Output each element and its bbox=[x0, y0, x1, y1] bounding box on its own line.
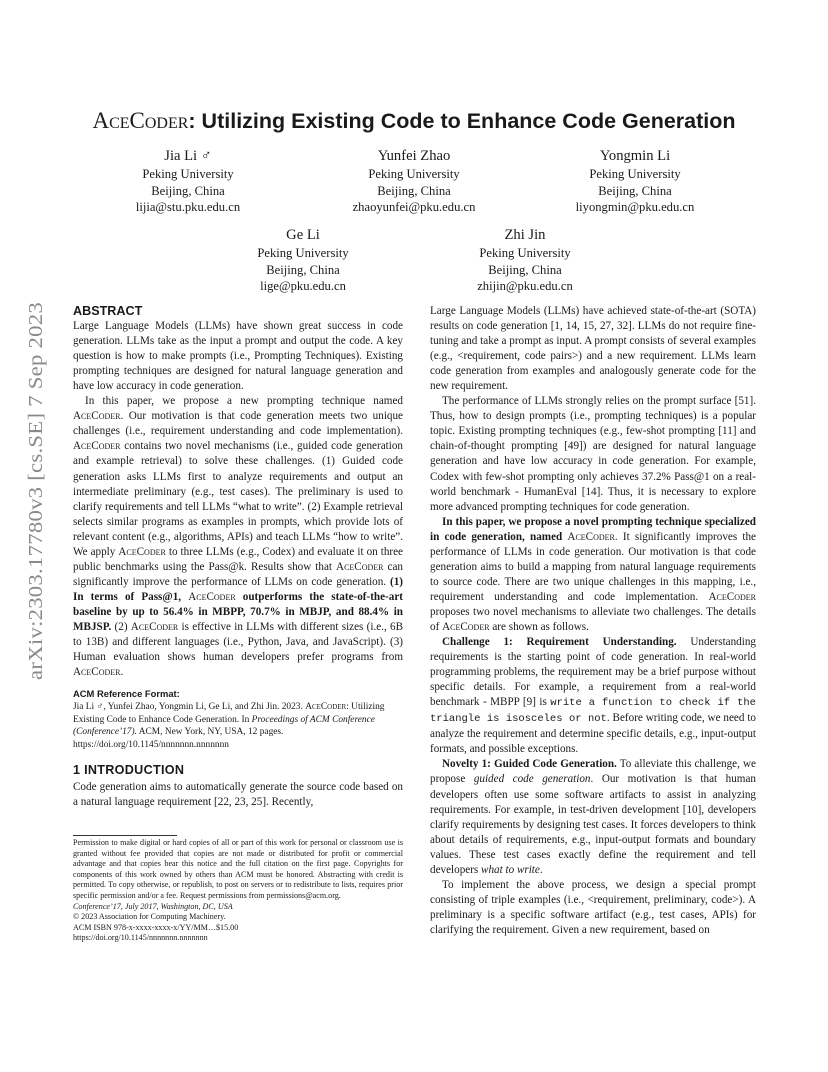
author-location: Beijing, China bbox=[151, 183, 225, 198]
footnote-license: Permission to make digital or hard copies of all or part of this work for personal or classroom use is granted without fee provided that copies are not made or distributed for profit or commercial advantage and that copies bear this notice and the full citation on the first page. Copyrights for components of this work owned by others than ACM must be honored. Abstracting with credit is permitted. To copy otherwise, or republish, to post on servers or to redistribute to lists, requires prior specific permission and/or a fee. Request permissions from permissions@acm.org. bbox=[73, 838, 403, 900]
body-paragraph: In this paper, we propose a novel prompting technique specialized in code generation, named AceCoder. It significantly improves the performance of LLMs in code generation. Our motivation is that code generation aims to build a mapping from natural language requirements to source code. There are two unique challenges in this mapping, i.e., requirement understanding and code implementation. AceCoder proposes two novel mechanisms to alleviate two challenges. The details of AceCoder are shown as follows. bbox=[430, 515, 756, 633]
abstract-paragraph: In this paper, we propose a new prompting technique named AceCoder. Our motivation is that code generation meets two unique challenges (i.e., requirement understanding and code implementation). AceCoder contains two novel mechanisms (i.e., guided code generation and example retrieval) to solve these challenges. (1) Guided code generation asks LLMs first to analyze requirements and output an intermediate preliminary (e.g., test cases). The preliminary is used to clarify requirements and tell LLMs “what to write”. (2) Example retrieval selects similar programs as examples in prompts, which provide lots of relevant content (e.g., algorithms, APIs) and teach LLMs “how to write”. We apply AceCoder to three LLMs (e.g., Codex) and evaluate it on three public benchmarks using the Pass@k. Results show that AceCoder can significantly improve the performance of LLMs on code generation. (1) In terms of Pass@1, AceCoder outperforms the state-of-the-art baseline by up to 56.4% in MBPP, 70.7% in MBJP, and 88.4% in MBJSP. (2) AceCoder is effective in LLMs with different sizes (i.e., 6B to 13B) and different languages (i.e., Python, Java, and JavaScript). (3) Human evaluation shows human developers prefer programs from AceCoder. bbox=[73, 395, 404, 679]
paper-title bbox=[0, 108, 828, 134]
footnote-isbn: ACM ISBN 978-x-xxxx-xxxx-x/YY/MM…$15.00 bbox=[73, 922, 239, 932]
author-location: Beijing, China bbox=[266, 262, 340, 277]
footnote-rule bbox=[73, 835, 177, 836]
author-location: Beijing, China bbox=[598, 183, 672, 198]
introduction-heading: 1 INTRODUCTION bbox=[73, 763, 185, 778]
author-block bbox=[430, 226, 620, 295]
author-name: Yunfei Zhao bbox=[377, 148, 451, 164]
acm-reference-text: Jia Li ♂, Yunfei Zhao, Yongmin Li, Ge Li, and Zhi Jin. 2023. AceCoder: Utilizing Existing Code to Enhance Code Generation. In Proceedings of ACM Conference (Conference’17). ACM, New York, NY, USA, 12 pages. https://doi.org/10.1145/nnnnnnn.nnnnnnn bbox=[73, 702, 385, 750]
footnote-copyright: © 2023 Association for Computing Machinery. bbox=[73, 912, 226, 922]
body-paragraph: Large Language Models (LLMs) have achieved state-of-the-art (SOTA) results on code generation [1, 14, 15, 27, 32]. LLMs do not require fine-tuning and take a prompt as input. A prompt consists of several examples (e.g., <requirement, code pairs>) and a new requirement. LLMs learn code generation from examples and analogously generate code for the new requirement. bbox=[430, 305, 756, 393]
author-affiliation: Peking University bbox=[589, 167, 681, 181]
author-affiliation: Peking University bbox=[368, 167, 460, 181]
author-block bbox=[93, 147, 283, 216]
challenge-paragraph: Challenge 1: Requirement Understanding. Understanding requirements is the starting point of code generation. In real-world programming problems, the requirement may be a brief purpose without specific details. For example, a requirement from a real-world benchmark - MBPP [9] is write a function to check if the triangle is isosceles or not. Before writing code, we need to analyze the requirement and determine specific details, e.g., input-output formats, and possible exceptions. bbox=[430, 636, 756, 756]
title-rest: : Utilizing Existing Code to Enhance Code Generation bbox=[188, 109, 736, 133]
arxiv-identifier-stamp bbox=[22, 300, 48, 680]
footnote-doi: https://doi.org/10.1145/nnnnnnn.nnnnnnn bbox=[73, 933, 208, 943]
author-location: Beijing, China bbox=[377, 183, 451, 198]
author-email: lijia@stu.pku.edu.cn bbox=[135, 200, 241, 215]
author-block bbox=[208, 226, 398, 295]
author-block bbox=[540, 147, 730, 216]
author-name: Jia Li ♂ bbox=[164, 148, 212, 164]
abstract-paragraph: Large Language Models (LLMs) have shown great success in code generation. LLMs take as the input a prompt and output the code. A key question is how to make prompts (i.e., Prompting Techniques). Existing prompting techniques are designed for natural language generation and have low accuracy in code generation. bbox=[73, 320, 403, 393]
body-paragraph: To implement the above process, we design a special prompt consisting of triple examples (i.e., <requirement, preliminary, code>). A preliminary is a specific software artifact (e.g., test cases, APIs) for clarifying the requirement. Given a new requirement, based on bbox=[430, 878, 756, 936]
arxiv-stamp-text: arXiv:2303.17780v3 [cs.SE] 7 Sep 2023 bbox=[26, 356, 47, 680]
author-affiliation: Peking University bbox=[142, 167, 234, 181]
author-affiliation: Peking University bbox=[479, 246, 571, 260]
author-email: lige@pku.edu.cn bbox=[260, 279, 346, 294]
author-name: Yongmin Li bbox=[599, 148, 671, 164]
author-email: zhaoyunfei@pku.edu.cn bbox=[352, 200, 476, 215]
author-email: zhijin@pku.edu.cn bbox=[477, 279, 573, 294]
abstract-heading: ABSTRACT bbox=[73, 304, 143, 318]
author-affiliation: Peking University bbox=[257, 246, 349, 260]
footnote bbox=[73, 838, 403, 944]
body-paragraph: The performance of LLMs strongly relies on the prompt surface [51]. Thus, how to design prompts (i.e., prompting techniques) is a popular topic. Existing prompting techniques (e.g., few-shot prompting [11] and chain-of-thought prompting [49]) are designed for natural language generation and have low accuracy in code generation. For example, Codex with few-shot prompting only achieves 37.2% Pass@1 on a real-world benchmark - HumanEval [14]. Thus, it is necessary to explore more advanced prompting techniques for code generation. bbox=[430, 395, 756, 513]
footnote-conference: Conference’17, July 2017, Washington, DC, USA bbox=[73, 901, 233, 911]
right-column bbox=[430, 304, 756, 938]
introduction-paragraph: Code generation aims to automatically generate the source code based on a natural language requirement [22, 23, 25]. Recently, bbox=[73, 781, 403, 809]
acm-reference-heading: ACM Reference Format: bbox=[73, 688, 180, 700]
novelty-paragraph: Novelty 1: Guided Code Generation. To alleviate this challenge, we propose guided code generation. Our motivation is that human developers often use some software artifacts to assist in analyzing requirements. For example, in test-driven development [10], developers clarify requirements by designing test cases. It forces developers to think about details of requirements, e.g., input-output formats and boundary values. These test cases exactly define the requirement and tell developers what to write. bbox=[430, 758, 756, 876]
author-location: Beijing, China bbox=[488, 262, 562, 277]
author-name: Zhi Jin bbox=[504, 227, 546, 243]
arxiv-stamp-svg bbox=[22, 300, 48, 680]
author-email: liyongmin@pku.edu.cn bbox=[575, 200, 695, 215]
author-name: Ge Li bbox=[286, 227, 320, 243]
author-block bbox=[314, 147, 514, 216]
title-system-name: AceCoder bbox=[92, 108, 189, 133]
left-column bbox=[73, 304, 403, 810]
